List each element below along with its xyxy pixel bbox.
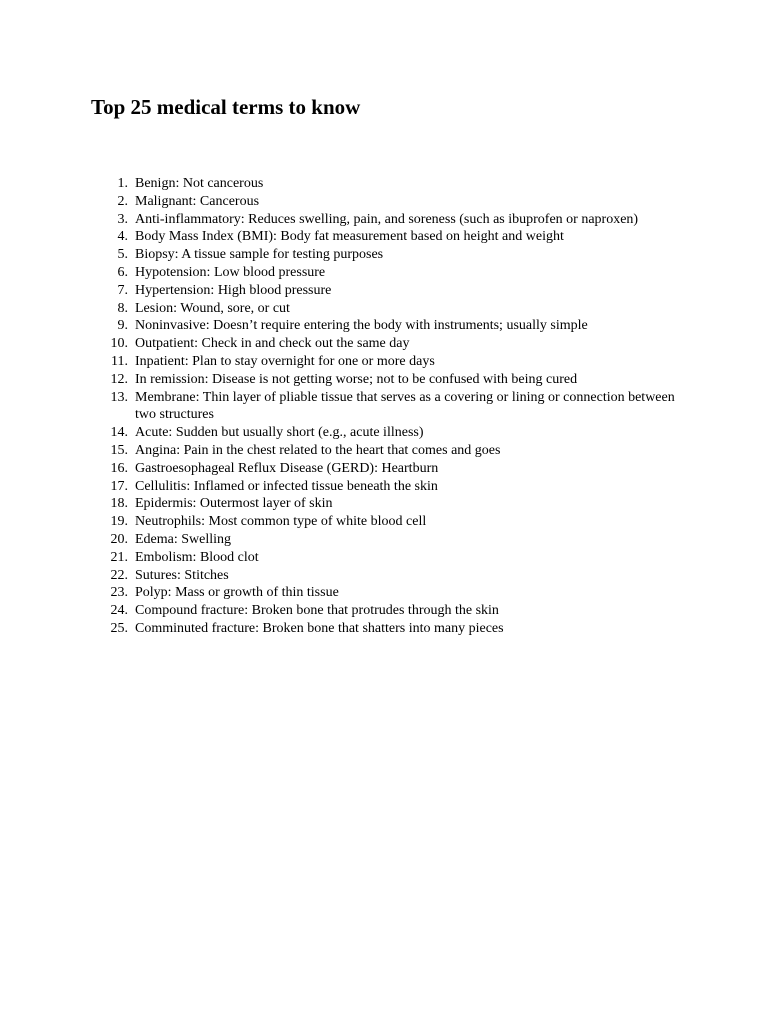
- list-item-number: 11.: [111, 353, 128, 369]
- list-item: [0, 211, 768, 229]
- list-item: [0, 424, 768, 442]
- list-item-text: Edema: Swelling: [135, 531, 232, 547]
- list-item-text: Sutures: Stitches: [135, 567, 229, 583]
- list-item-text: Hypertension: High blood pressure: [135, 282, 332, 298]
- list-item-number: 19.: [110, 514, 128, 530]
- list-item: [0, 193, 768, 211]
- list-item-number: 15.: [110, 442, 128, 458]
- list-item: [0, 513, 768, 531]
- list-item: [0, 282, 768, 300]
- list-item: [0, 478, 768, 496]
- list-item: [0, 335, 768, 353]
- list-item: [0, 353, 768, 371]
- list-item-text: Benign: Not cancerous: [135, 176, 264, 191]
- list-item: [0, 300, 768, 318]
- list-item-number: 4.: [117, 229, 128, 245]
- list-item-text: Anti-inflammatory: Reduces swelling, pain, and soreness (such as ibuprofen or naproxen): [135, 211, 639, 227]
- list-item-text: Polyp: Mass or growth of thin tissue: [135, 585, 339, 601]
- list-item-number: 12.: [110, 371, 128, 387]
- list-item-number: 3.: [117, 211, 128, 227]
- list-item-text: Lesion: Wound, sore, or cut: [135, 300, 290, 316]
- list-item-text: Neutrophils: Most common type of white blood cell: [135, 514, 427, 530]
- list-item-text: Comminuted fracture: Broken bone that shatters into many pieces: [135, 620, 504, 636]
- list-item-text: Body Mass Index (BMI): Body fat measurement based on height and weight: [135, 229, 564, 245]
- list-item-number: 13.: [110, 389, 128, 405]
- list-item-number: 17.: [110, 478, 128, 494]
- list-item-number: 1.: [117, 176, 128, 191]
- list-item-number: 7.: [117, 282, 128, 298]
- list-item-number: 18.: [110, 496, 128, 512]
- list-item: [0, 246, 768, 264]
- list-item-number: 14.: [110, 425, 128, 441]
- list-item: [0, 549, 768, 567]
- list-item-number: 23.: [110, 585, 128, 601]
- list-item-text: Embolism: Blood clot: [135, 549, 259, 565]
- list-item: [0, 389, 768, 425]
- list-item-text: Inpatient: Plan to stay overnight for one or more days: [135, 353, 435, 369]
- list-item-text: Noninvasive: Doesn’t require entering the body with instruments; usually simple: [135, 318, 588, 334]
- list-item: [0, 602, 768, 620]
- list-item: [0, 317, 768, 335]
- list-item-number: 20.: [110, 531, 128, 547]
- list-item-text: Angina: Pain in the chest related to the heart that comes and goes: [135, 442, 501, 458]
- list-item: [0, 175, 768, 193]
- list-item-number: 6.: [117, 264, 128, 280]
- medical-terms-list: [0, 175, 768, 638]
- list-item-text: Epidermis: Outermost layer of skin: [135, 496, 333, 512]
- list-item: [0, 567, 768, 585]
- list-item: [0, 620, 768, 638]
- list-item-text: Acute: Sudden but usually short (e.g., acute illness): [135, 425, 424, 441]
- list-item-number: 8.: [117, 300, 128, 316]
- list-item: [0, 460, 768, 478]
- list-item-text: Gastroesophageal Reflux Disease (GERD): Heartburn: [135, 460, 439, 476]
- list-item: [0, 531, 768, 549]
- list-item-text: In remission: Disease is not getting worse; not to be confused with being cured: [135, 371, 578, 387]
- page-title: Top 25 medical terms to know: [91, 95, 361, 119]
- list-item-number: 25.: [110, 620, 128, 636]
- list-item-text: Hypotension: Low blood pressure: [135, 264, 326, 280]
- list-item: [0, 584, 768, 602]
- list-item-text: Biopsy: A tissue sample for testing purposes: [135, 247, 384, 263]
- list-item-number: 10.: [110, 336, 128, 352]
- list-item: [0, 371, 768, 389]
- list-item-number: 22.: [110, 567, 128, 583]
- list-item-text: Compound fracture: Broken bone that protrudes through the skin: [135, 603, 499, 619]
- list-item: [0, 442, 768, 460]
- list-item-number: 21.: [110, 549, 128, 565]
- list-item-text: Cellulitis: Inflamed or infected tissue beneath the skin: [135, 478, 438, 494]
- list-item-number: 5.: [117, 247, 128, 263]
- list-item: [0, 264, 768, 282]
- list-item: [0, 495, 768, 513]
- list-item-number: 24.: [110, 603, 128, 619]
- list-item-number: 9.: [117, 318, 128, 334]
- list-item-number: 2.: [117, 193, 128, 209]
- list-item: [0, 228, 768, 246]
- list-item-text: Malignant: Cancerous: [135, 193, 260, 209]
- list-item-number: 16.: [110, 460, 128, 476]
- list-item-text: Membrane: Thin layer of pliable tissue that serves as a covering or lining or connection between two structures: [135, 389, 675, 423]
- list-item-text: Outpatient: Check in and check out the same day: [135, 336, 410, 352]
